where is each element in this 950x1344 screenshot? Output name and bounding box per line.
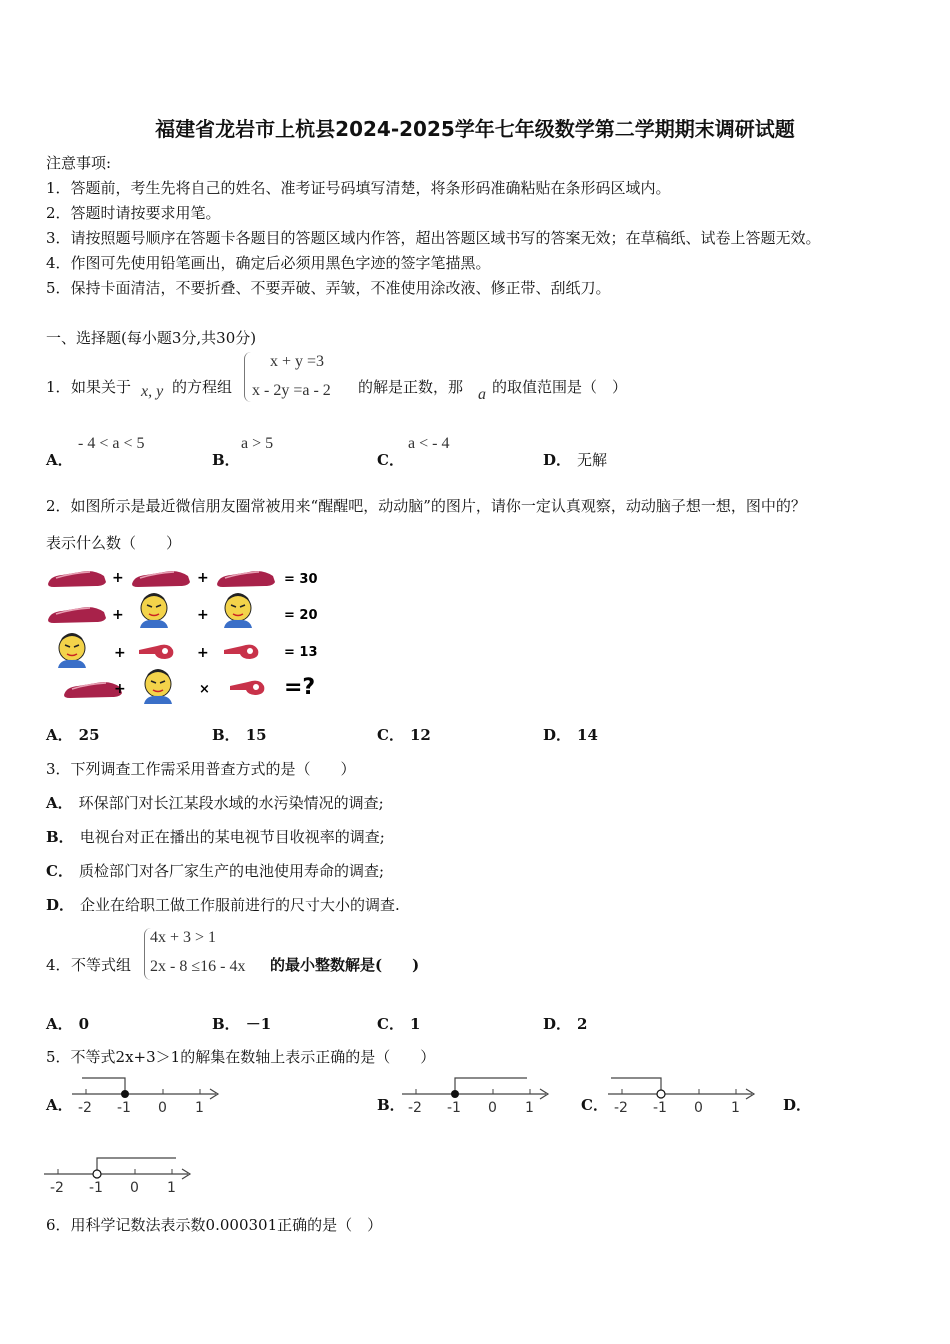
puzzle-result: = 13 bbox=[284, 645, 318, 660]
puzzle-result: = 30 bbox=[284, 572, 318, 587]
shoe-icon bbox=[132, 571, 190, 587]
q1-option-b-value: a > 5 bbox=[241, 435, 274, 452]
q1-equation-1: x + y =3 bbox=[270, 353, 325, 370]
q3-option-b[interactable]: B． 电视台对正在播出的某电视节目收视率的调查; bbox=[46, 828, 385, 846]
number-line-c bbox=[608, 1076, 768, 1116]
q4-option-a[interactable]: A． 0 bbox=[46, 1015, 90, 1033]
tick-label: -1 bbox=[117, 1100, 131, 1116]
q5-option-a[interactable]: A． bbox=[46, 1096, 73, 1114]
q4-number: 4． bbox=[46, 956, 71, 974]
puzzle-image bbox=[44, 562, 334, 712]
q5-option-c[interactable]: C． bbox=[581, 1096, 608, 1114]
tick-label: 0 bbox=[694, 1100, 703, 1116]
note-item: 3．请按照题号顺序在答题卡各题目的答题区域内作答，超出答题区域书写的答案无效；在草稿纸、试卷上答题无效。 bbox=[46, 229, 821, 247]
q1-equation-2: x - 2y =a - 2 bbox=[252, 382, 331, 399]
tick-label: 1 bbox=[525, 1100, 534, 1116]
number-line-b bbox=[402, 1076, 562, 1116]
tick-label: -2 bbox=[408, 1100, 422, 1116]
notes-heading: 注意事项: bbox=[46, 154, 112, 172]
q4-option-d[interactable]: D． 2 bbox=[543, 1015, 588, 1033]
page-title: 福建省龙岩市上杭县2024-2025学年七年级数学第二学期期末调研试题 bbox=[155, 117, 795, 141]
tick-label: 0 bbox=[130, 1180, 139, 1196]
q4-text: 不等式组 bbox=[71, 956, 132, 974]
q5-option-d[interactable]: D． bbox=[783, 1096, 812, 1114]
puzzle-result: = 20 bbox=[284, 608, 318, 623]
note-item: 4．作图可先使用铅笔画出，确定后必须用黑色字迹的签字笔描黑。 bbox=[46, 254, 491, 272]
boy-face-icon bbox=[144, 669, 172, 704]
puzzle-op: × bbox=[199, 682, 210, 697]
number-line-d bbox=[44, 1156, 204, 1196]
tick-label: 0 bbox=[488, 1100, 497, 1116]
puzzle-op: + bbox=[197, 570, 209, 586]
puzzle-op: + bbox=[112, 607, 124, 623]
tick-label: -1 bbox=[447, 1100, 461, 1116]
q1-option-c[interactable]: C． bbox=[377, 451, 404, 469]
q4-text: 的最小整数解是( ) bbox=[270, 956, 420, 974]
number-line-a bbox=[72, 1076, 232, 1116]
q1-option-b[interactable]: B． bbox=[212, 451, 240, 469]
q3-stem: 3．下列调查工作需采用普查方式的是（ ） bbox=[46, 760, 356, 778]
tick-label: -1 bbox=[653, 1100, 667, 1116]
whistle-icon bbox=[139, 645, 173, 659]
q1-option-c-value: a < - 4 bbox=[408, 435, 450, 452]
shoe-icon bbox=[48, 607, 106, 623]
boy-face-icon bbox=[224, 593, 252, 628]
puzzle-op: + bbox=[114, 681, 126, 697]
q3-option-c[interactable]: C． 质检部门对各厂家生产的电池使用寿命的调查; bbox=[46, 862, 385, 880]
tick-label: -1 bbox=[89, 1180, 103, 1196]
q1-option-a-value: - 4 < a < 5 bbox=[78, 435, 145, 452]
q1-text: 的解是正数，那 bbox=[358, 378, 464, 396]
q1-vars: x, y bbox=[141, 383, 164, 400]
q4-option-c[interactable]: C． 1 bbox=[377, 1015, 421, 1033]
shoe-icon bbox=[217, 571, 275, 587]
tick-label: -2 bbox=[78, 1100, 92, 1116]
q6-stem: 6．用科学记数法表示数0.000301正确的是（ ） bbox=[46, 1216, 383, 1234]
puzzle-op: + bbox=[112, 570, 124, 586]
whistle-icon bbox=[224, 645, 258, 659]
whistle-icon bbox=[230, 681, 264, 695]
q4-option-b[interactable]: B． －1 bbox=[212, 1015, 272, 1033]
puzzle-op: + bbox=[197, 607, 209, 623]
q5-option-b[interactable]: B． bbox=[377, 1096, 405, 1114]
q4-inequality-1: 4x + 3 > 1 bbox=[150, 929, 217, 946]
q2-option-c[interactable]: C． 12 bbox=[377, 726, 431, 744]
boy-face-icon bbox=[140, 593, 168, 628]
q1-text: 的方程组 bbox=[172, 378, 233, 396]
note-item: 5．保持卡面清洁，不要折叠、不要弄破、弄皱，不准使用涂改液、修正带、刮纸刀。 bbox=[46, 279, 611, 297]
left-brace bbox=[244, 352, 251, 402]
shoe-icon bbox=[48, 571, 106, 587]
q1-var-a: a bbox=[478, 386, 486, 403]
q1-option-a[interactable]: A． bbox=[46, 451, 73, 469]
section-heading: 一、选择题(每小题3分,共30分) bbox=[46, 329, 257, 347]
q2-stem: 表示什么数（ ） bbox=[46, 534, 182, 552]
note-item: 2．答题时请按要求用笔。 bbox=[46, 204, 221, 222]
q1-text: 的取值范围是（ ） bbox=[492, 378, 628, 396]
puzzle-op: + bbox=[197, 645, 209, 661]
puzzle-result: =? bbox=[284, 675, 316, 700]
q2-option-a[interactable]: A． 25 bbox=[46, 726, 100, 744]
q2-stem: 2．如图所示是最近微信朋友圈常被用来“醒醒吧，动动脑”的图片，请你一定认真观察，动动脑子想一想，图中的？ bbox=[46, 497, 806, 515]
puzzle-op: + bbox=[114, 645, 126, 661]
q1-text: 如果关于 bbox=[71, 378, 132, 396]
q4-inequality-2: 2x - 8 ≤16 - 4x bbox=[150, 958, 246, 975]
q2-option-b[interactable]: B． 15 bbox=[212, 726, 267, 744]
tick-label: 0 bbox=[158, 1100, 167, 1116]
q3-option-a[interactable]: A． 环保部门对长江某段水域的水污染情况的调查; bbox=[46, 794, 384, 812]
q5-stem: 5．不等式2x+3＞1的解集在数轴上表示正确的是（ ） bbox=[46, 1048, 436, 1066]
tick-label: -2 bbox=[614, 1100, 628, 1116]
q1-option-d[interactable]: D． 无解 bbox=[543, 451, 608, 469]
q3-option-d[interactable]: D． 企业在给职工做工作服前进行的尺寸大小的调查. bbox=[46, 896, 400, 914]
boy-face-icon bbox=[58, 633, 86, 668]
tick-label: 1 bbox=[167, 1180, 176, 1196]
tick-label: 1 bbox=[731, 1100, 740, 1116]
q1-number: 1． bbox=[46, 378, 71, 396]
tick-label: 1 bbox=[195, 1100, 204, 1116]
note-item: 1．答题前，考生先将自己的姓名、准考证号码填写清楚，将条形码准确粘贴在条形码区域内。 bbox=[46, 179, 671, 197]
tick-label: -2 bbox=[50, 1180, 64, 1196]
q2-option-d[interactable]: D． 14 bbox=[543, 726, 598, 744]
